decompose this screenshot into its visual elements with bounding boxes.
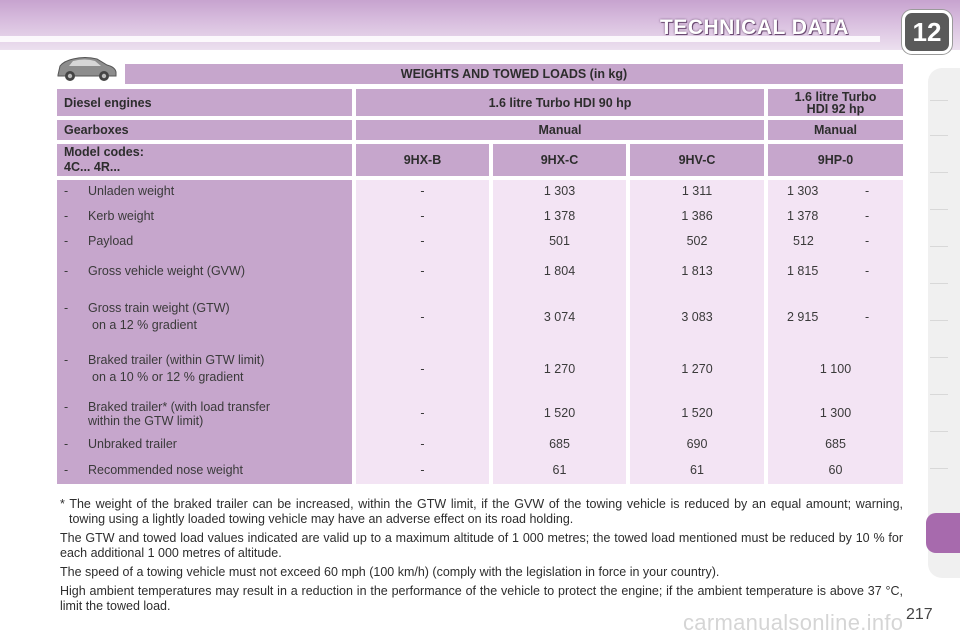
table-title: WEIGHTS AND TOWED LOADS (in kg) bbox=[125, 64, 903, 84]
row-dash: - bbox=[64, 400, 69, 414]
value-extra: - bbox=[865, 234, 870, 248]
row-dash: - bbox=[64, 264, 69, 278]
row-label-gvw: Gross vehicle weight (GVW) bbox=[88, 264, 245, 278]
value-cell: 512 bbox=[793, 234, 814, 248]
value-extra: - bbox=[865, 310, 870, 324]
value-cell: 502 bbox=[686, 234, 708, 248]
row-label-unbraked-trailer: Unbraked trailer bbox=[88, 437, 177, 451]
row-sublabel-braked-trailer: on a 10 % or 12 % gradient bbox=[92, 370, 244, 384]
row-sublabel-gtw: on a 12 % gradient bbox=[92, 318, 197, 332]
value-cell: 61 bbox=[552, 463, 567, 477]
value-cell: - bbox=[420, 362, 425, 376]
watermark: carmanualsonline.info bbox=[683, 610, 904, 635]
row-label-unladen-weight: Unladen weight bbox=[88, 184, 175, 198]
row-dash: - bbox=[64, 209, 69, 223]
chapter-badge bbox=[902, 10, 952, 54]
tab-divider bbox=[930, 100, 948, 101]
tab-divider bbox=[930, 468, 948, 469]
value-extra: - bbox=[865, 264, 870, 278]
row-dash: - bbox=[64, 463, 69, 477]
page-title: TECHNICAL DATA bbox=[660, 16, 849, 39]
engine-2-header bbox=[768, 89, 903, 116]
tab-divider bbox=[930, 394, 948, 395]
tab-divider bbox=[930, 172, 948, 173]
value-cell: 2 915 bbox=[787, 310, 819, 324]
row-dash: - bbox=[64, 437, 69, 451]
notes-section bbox=[60, 497, 903, 618]
value-cell: 3 083 bbox=[681, 310, 713, 324]
car-icon bbox=[55, 54, 119, 84]
tab-divider bbox=[930, 246, 948, 247]
row-dash: - bbox=[64, 234, 69, 248]
tab-divider bbox=[930, 357, 948, 358]
code-9hx-c: 9HX-C bbox=[493, 144, 626, 176]
code-9hp-0: 9HP-0 bbox=[768, 144, 903, 176]
value-extra: - bbox=[865, 209, 870, 223]
value-cell: - bbox=[420, 184, 425, 198]
value-cell: 1 270 bbox=[543, 362, 576, 376]
value-cell: - bbox=[420, 437, 425, 451]
note-temperature: High ambient temperatures may result in a reduction in the performance of the vehicle to protect the engine; if the ambient temperature is above 37 °C, limit the towed load. bbox=[60, 584, 903, 613]
row-label-braked-trailer: Braked trailer (within GTW limit) bbox=[88, 353, 265, 367]
model-codes-line1: Model codes: bbox=[64, 145, 144, 159]
value-cell: 1 520 bbox=[681, 406, 713, 420]
value-cell: 1 303 bbox=[787, 184, 819, 198]
note-altitude: The GTW and towed load values indicated are valid up to a maximum altitude of 1 000 metres; the towed load mentioned must be reduced by 10 % for each additional 1 000 metres of altitude. bbox=[60, 531, 903, 560]
code-9hx-b: 9HX-B bbox=[356, 144, 489, 176]
row-label-nose-weight: Recommended nose weight bbox=[88, 463, 243, 477]
chapter-number: 12 bbox=[912, 17, 942, 47]
value-cell: 685 bbox=[825, 437, 846, 451]
chapter-tabs bbox=[928, 68, 960, 578]
engines-label: Diesel engines bbox=[57, 89, 352, 116]
row-dash: - bbox=[64, 353, 69, 367]
row-label-payload: Payload bbox=[88, 234, 134, 248]
model-codes-line2: 4C... 4R... bbox=[64, 160, 121, 174]
gearbox-1: Manual bbox=[356, 120, 764, 140]
value-cell: 60 bbox=[828, 463, 843, 477]
value-cell: 3 074 bbox=[543, 310, 576, 324]
value-cell: - bbox=[420, 463, 425, 477]
value-cell: - bbox=[420, 264, 425, 278]
note-speed: The speed of a towing vehicle must not exceed 60 mph (100 km/h) (comply with the legislation in force in your country). bbox=[60, 565, 720, 579]
footnote: * The weight of the braked trailer can be increased, within the GTW limit, if the GVW of the towing vehicle is reduced by an equal amount; warning, towing using a lightly loaded towing vehicle may have an adverse effect on its road holding. bbox=[60, 497, 903, 526]
tab-divider bbox=[930, 431, 948, 432]
row-dash: - bbox=[64, 184, 69, 198]
value-extra: - bbox=[865, 184, 870, 198]
value-cell: - bbox=[420, 310, 425, 324]
tab-divider bbox=[930, 283, 948, 284]
engine-2-line1: 1.6 litre Turbo bbox=[794, 89, 877, 104]
row-label-braked-trailer-transfer: Braked trailer* (with load transfer bbox=[88, 400, 271, 414]
value-cell: 1 300 bbox=[819, 406, 852, 420]
value-cell: 1 815 bbox=[787, 264, 819, 278]
value-cell: 1 100 bbox=[819, 362, 852, 376]
row-dash: - bbox=[64, 301, 69, 315]
value-cell: 1 378 bbox=[787, 209, 819, 223]
value-cell: 1 804 bbox=[543, 264, 576, 278]
code-9hv-c: 9HV-C bbox=[630, 144, 764, 176]
value-cell: - bbox=[420, 406, 425, 420]
value-cell: 1 520 bbox=[543, 406, 576, 420]
engine-2-line2: HDI 92 hp bbox=[806, 101, 865, 116]
tab-divider bbox=[930, 135, 948, 136]
value-cell: 1 270 bbox=[681, 362, 713, 376]
value-cell: 61 bbox=[690, 463, 704, 477]
row-sublabel-braked-trailer-transfer: within the GTW limit) bbox=[88, 414, 204, 428]
model-codes-label bbox=[57, 144, 352, 176]
gearbox-2: Manual bbox=[768, 120, 903, 140]
value-cell: 1 378 bbox=[543, 209, 576, 223]
tab-divider bbox=[930, 209, 948, 210]
value-cell: - bbox=[420, 234, 425, 248]
page-number: 217 bbox=[906, 606, 933, 623]
value-cell: 1 303 bbox=[543, 184, 576, 198]
gearboxes-label: Gearboxes bbox=[57, 120, 352, 140]
chapter-tab-active[interactable] bbox=[926, 513, 960, 553]
value-cell: 1 813 bbox=[681, 264, 713, 278]
value-cell: 1 311 bbox=[681, 184, 713, 198]
row-label-gtw: Gross train weight (GTW) bbox=[88, 301, 230, 315]
row-label-kerb-weight: Kerb weight bbox=[88, 209, 155, 223]
value-cell: - bbox=[420, 209, 425, 223]
value-cell: 690 bbox=[686, 437, 708, 451]
value-cell: 501 bbox=[549, 234, 570, 248]
tab-divider bbox=[930, 320, 948, 321]
value-cell: 1 386 bbox=[681, 209, 713, 223]
engine-1-header: 1.6 litre Turbo HDI 90 hp bbox=[356, 89, 764, 116]
value-cell: 685 bbox=[549, 437, 570, 451]
